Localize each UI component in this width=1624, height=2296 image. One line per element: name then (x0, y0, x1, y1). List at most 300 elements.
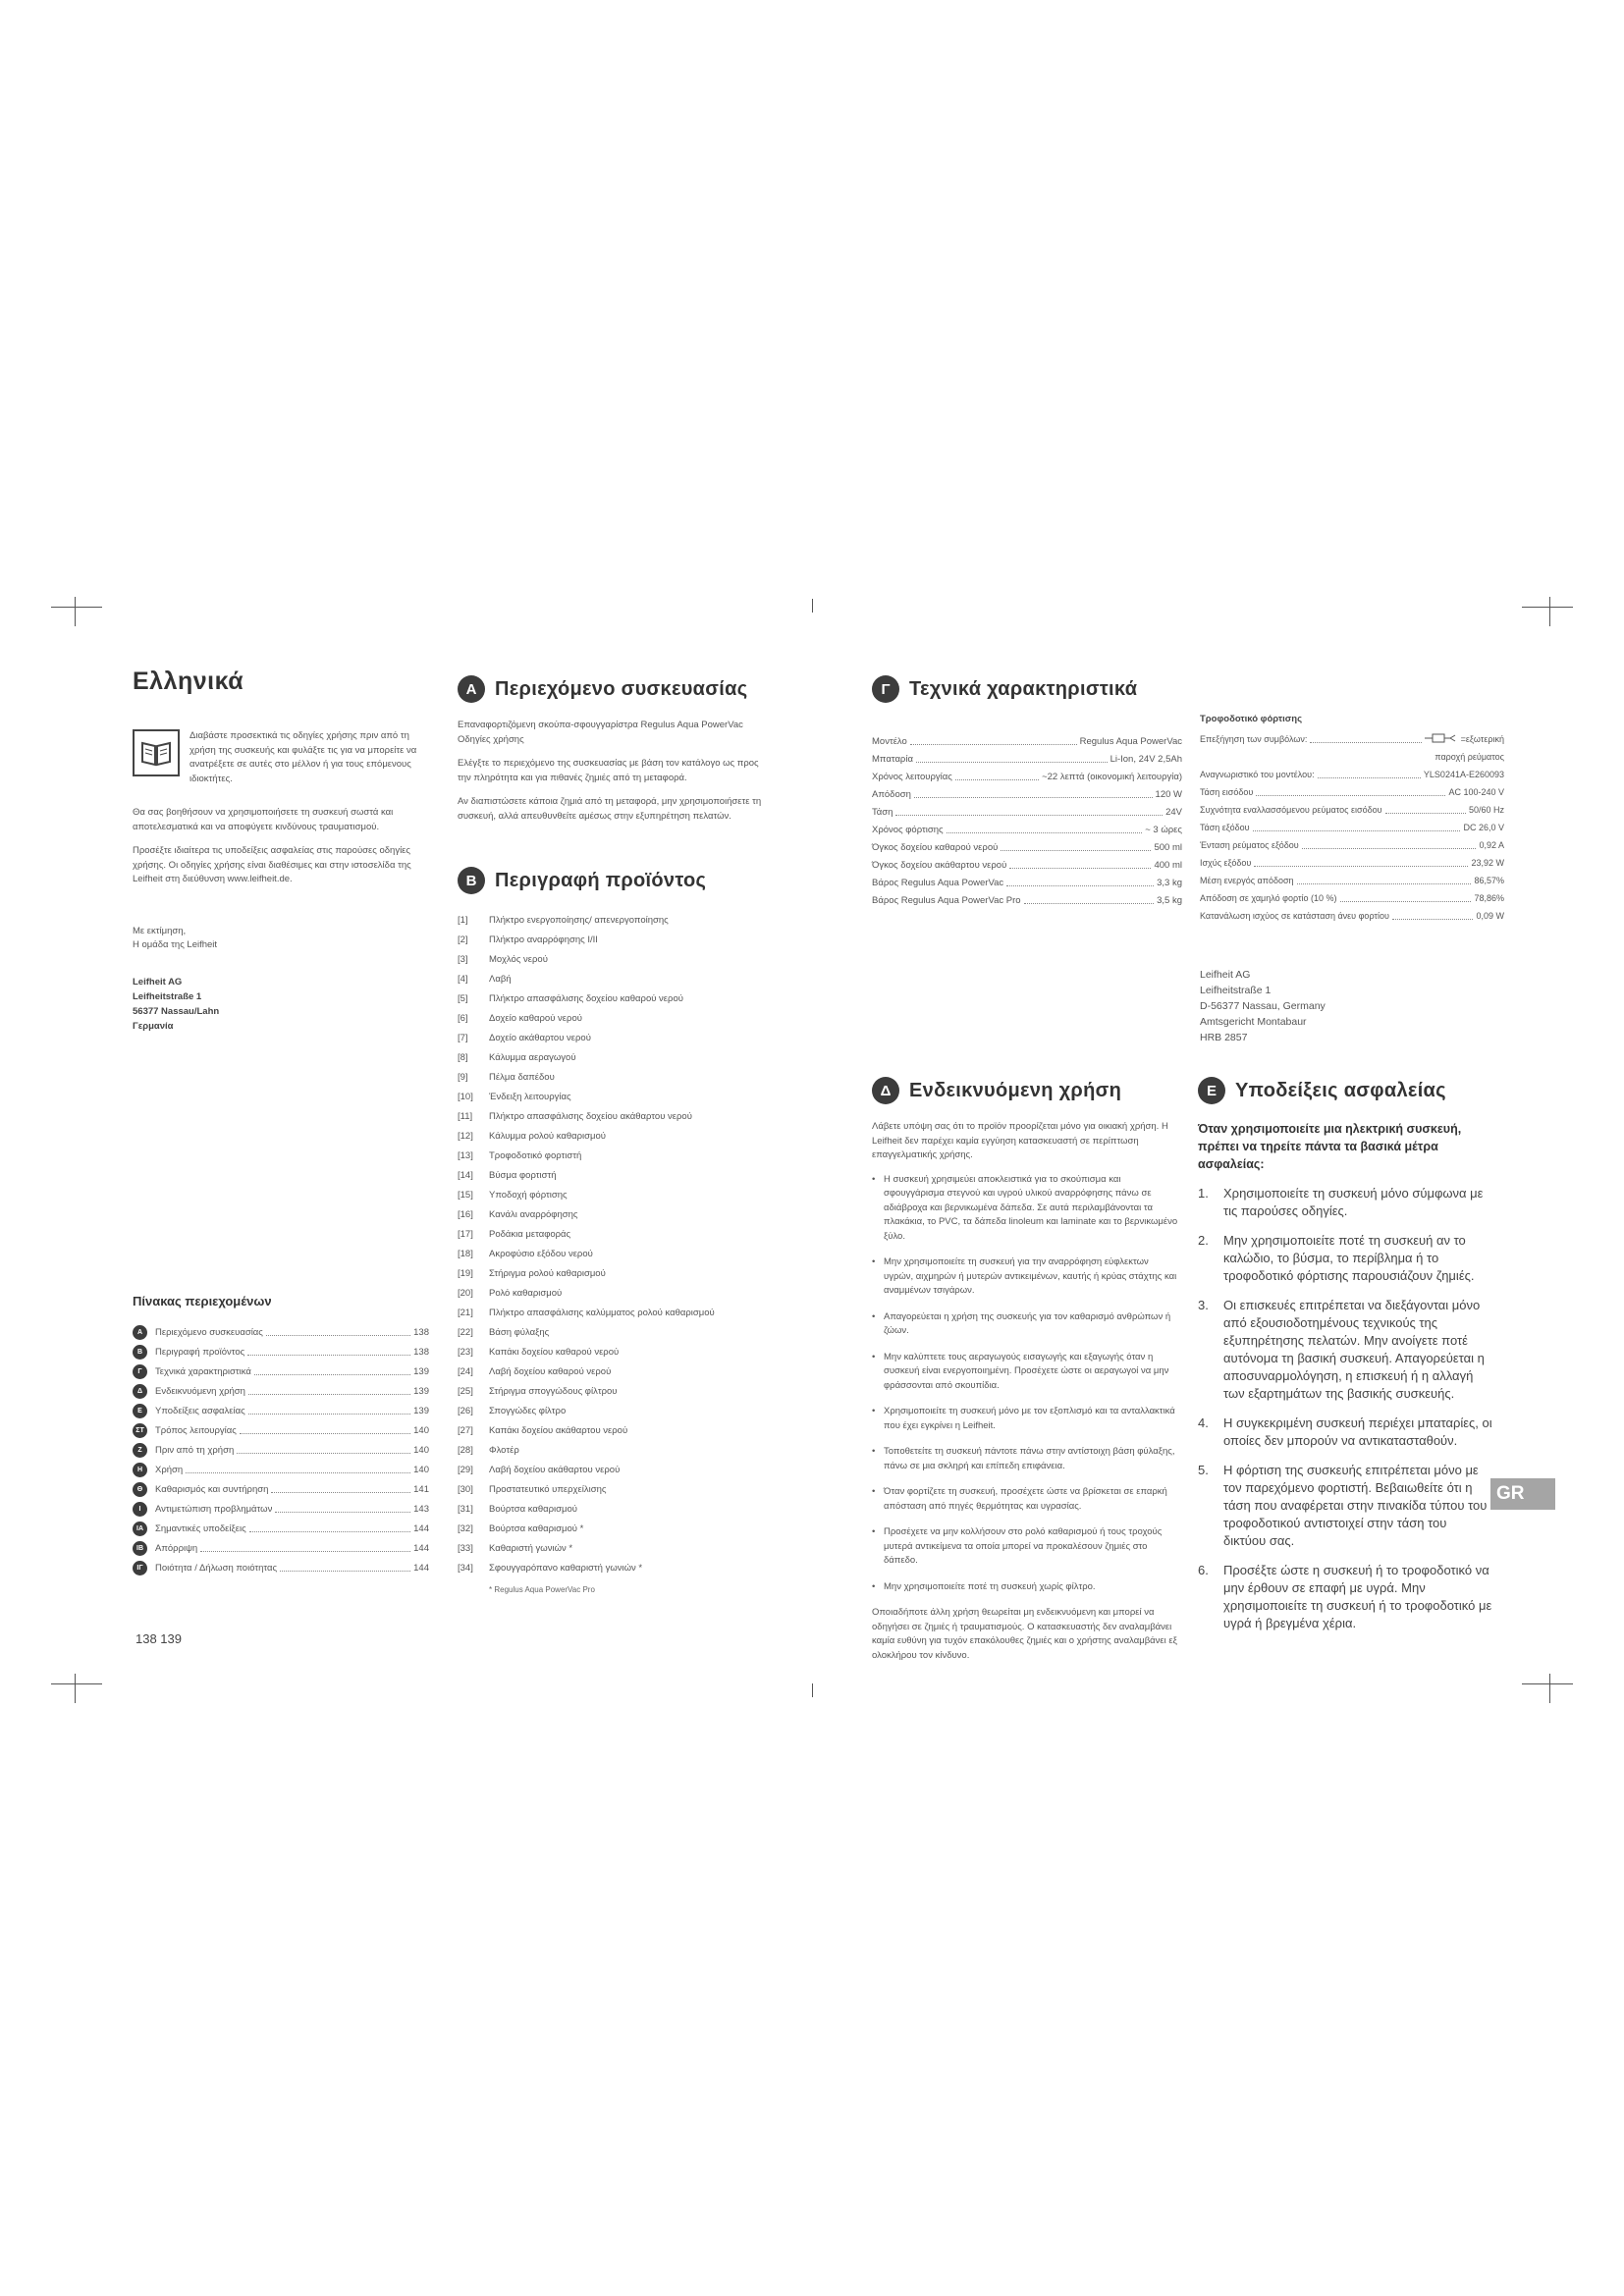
intro-paragraph: Προσέξτε ιδιαίτερα τις υποδείξεις ασφαλείας στις παρούσες οδηγίες χρήσης. Οι οδηγίες χρήσης είναι διαθέσιμες και στην ιστοσελίδα της Leifheit στη διεύθυνση www.leifheit.de. (133, 845, 411, 884)
safety-item (1198, 1185, 1492, 1220)
charger-spec-value: AC 100-240 V (1448, 787, 1504, 797)
section-header-specs (872, 675, 1500, 703)
charger-spec-entry (1200, 766, 1504, 783)
spec-label: Τάση (872, 806, 893, 818)
part-label: Λαβή δοχείου ακάθαρτου νερού (489, 1464, 621, 1475)
spec-leader-dots (1024, 902, 1155, 904)
spec-entry (872, 821, 1182, 838)
toc-badge: H (133, 1463, 147, 1477)
toc-badge: IA (133, 1522, 147, 1536)
spec-leader-dots (1254, 865, 1468, 867)
charger-spec-entry (1200, 730, 1504, 748)
part-entry (458, 1420, 762, 1440)
crop-mark (75, 1674, 76, 1703)
part-number: [7] (458, 1032, 468, 1043)
toc-badge: Δ (133, 1384, 147, 1399)
toc-leader-dots (271, 1491, 410, 1493)
charger-spec-entry (1200, 836, 1504, 854)
toc-leader-dots (240, 1432, 410, 1434)
spec-table (872, 732, 1182, 909)
spec-leader-dots (1009, 867, 1151, 869)
toc-label: Περιεχόμενο συσκευασίας (155, 1326, 263, 1338)
part-number: [17] (458, 1228, 473, 1240)
spec-leader-dots (1318, 776, 1421, 778)
toc-leader-dots (200, 1550, 410, 1552)
address-line: Leifheitstraße 1 (133, 990, 202, 1002)
spec-label: Απόδοση (872, 788, 911, 800)
spec-value: 24V (1165, 806, 1182, 818)
safety-item (1198, 1415, 1492, 1450)
use-bullet: • Τοποθετείτε τη συσκευή πάντοτε πάνω στην αντίστοιχη βάση φύλαξης, πάνω σε μια σκληρή και επίπεδη επιφάνεια. (872, 1445, 1178, 1473)
toc-badge: IΓ (133, 1561, 147, 1575)
section-badge: E (1198, 1077, 1225, 1104)
toc-label: Τεχνικά χαρακτηριστικά (155, 1365, 251, 1377)
part-number: [9] (458, 1071, 468, 1083)
spec-label: Μοντέλο (872, 735, 907, 747)
part-label: Καπάκι δοχείου καθαρού νερού (489, 1346, 620, 1358)
part-entry (458, 1146, 762, 1165)
spec-value: ~22 λεπτά (οικονομική λειτουργία) (1042, 771, 1182, 782)
package-paragraph: Αν διαπιστώσετε κάποια ζημιά από τη μεταφορά, μην χρησιμοποιήσετε τη συσκευή, αλλά απευθυνθείτε αμέσως στην εξυπηρέτηση πελατών. (458, 796, 762, 822)
toc-label: Ποιότητα / Δήλωση ποιότητας (155, 1562, 278, 1574)
spec-value: Li-Ion, 24V 2,5Ah (1110, 753, 1182, 765)
toc-entry (133, 1460, 429, 1479)
charger-spec-entry (1200, 819, 1504, 836)
section-badge: B (458, 867, 485, 894)
address-line: Amtsgericht Montabaur (1200, 1016, 1307, 1028)
part-label: Κάλυμμα αεραγωγού (489, 1051, 576, 1063)
safety-number: 5. (1198, 1463, 1209, 1477)
part-label: Λαβή (489, 973, 512, 985)
part-label: Πλήκτρο αναρρόφησης I/II (489, 934, 598, 945)
charger-spec-label: Μέση ενεργός απόδοση (1200, 876, 1294, 885)
safety-intro: Όταν χρησιμοποιείτε μια ηλεκτρική συσκευή, πρέπει να τηρείτε πάντα τα βασικά μέτρα ασφαλείας: (1198, 1122, 1462, 1171)
part-entry (458, 1460, 762, 1479)
spec-leader-dots (1302, 847, 1477, 849)
part-label: Βύσμα φορτιστή (489, 1169, 557, 1181)
charger-spec-label: Επεξήγηση των συμβόλων: (1200, 734, 1308, 744)
crop-mark (1549, 597, 1550, 626)
fold-mark (812, 1683, 813, 1697)
part-entry (458, 1204, 762, 1224)
charger-spec-label: Κατανάλωση ισχύος σε κατάσταση άνευ φορτίου (1200, 911, 1389, 921)
charger-spec-label: Ισχύς εξόδου (1200, 858, 1252, 868)
use-bullet: • Μην καλύπτετε τους αεραγωγούς εισαγωγής και εξαγωγής όταν η συσκευή είναι ενεργοποιημένη. Προσέχετε ώστε οι αεραγωγοί να μην φράσσονται από σκουπίδια. (872, 1351, 1178, 1394)
part-number: [8] (458, 1051, 468, 1063)
safety-item (1198, 1297, 1492, 1403)
part-label: Μοχλός νερού (489, 953, 548, 965)
part-number: [26] (458, 1405, 473, 1416)
spec-label: Χρόνος λειτουργίας (872, 771, 952, 782)
part-label: Φλοτέρ (489, 1444, 519, 1456)
toc-badge: ΣΤ (133, 1423, 147, 1438)
part-label: Καθαριστή γωνιών * (489, 1542, 573, 1554)
charger-spec-value: =εξωτερική (1460, 734, 1504, 744)
section-title: Υποδείξεις ασφαλείας (1235, 1079, 1446, 1101)
part-number: [2] (458, 934, 468, 945)
spec-label: Βάρος Regulus Aqua PowerVac (872, 877, 1004, 888)
toc-badge: I (133, 1502, 147, 1517)
package-paragraph: Ελέγξτε το περιεχόμενο της συσκευασίας με βάση τον κατάλογο ως προς την πληρότητα και για πιθανές ζημιές από τη μεταφορά. (458, 758, 759, 783)
part-number: [33] (458, 1542, 473, 1554)
fold-mark (812, 599, 813, 613)
safety-item (1198, 1562, 1492, 1632)
toc-leader-dots (280, 1570, 410, 1572)
spec-entry (872, 856, 1182, 874)
spec-leader-dots (1385, 812, 1466, 814)
charger-spec-value: 50/60 Hz (1468, 805, 1504, 815)
address-line: Leifheit AG (1200, 969, 1251, 981)
part-number: [12] (458, 1130, 473, 1142)
column-safety (1198, 1077, 1492, 1644)
charger-spec-label: Συχνότητα εναλλασσόμενου ρεύματος εισόδου (1200, 805, 1382, 815)
charger-spec-value: 0,09 W (1476, 911, 1504, 921)
section-header-package (458, 675, 762, 703)
section-badge: Δ (872, 1077, 899, 1104)
part-number: [13] (458, 1149, 473, 1161)
part-label: Πλήκτρο απασφάλισης δοχείου ακάθαρτου νερού (489, 1110, 692, 1122)
part-number: [18] (458, 1248, 473, 1259)
table-of-contents (133, 1294, 429, 1577)
part-label: Βούρτσα καθαρισμού (489, 1503, 577, 1515)
charger-spec-table (1200, 714, 1504, 925)
part-entry (458, 1165, 762, 1185)
part-label: Ροδάκια μεταφοράς (489, 1228, 571, 1240)
part-label: Κανάλι αναρρόφησης (489, 1208, 578, 1220)
section-header-safety (1198, 1077, 1492, 1104)
section-header-use (872, 1077, 1178, 1104)
toc-label: Τρόπος λειτουργίας (155, 1424, 237, 1436)
part-entry (458, 1126, 762, 1146)
use-intro: Λάβετε υπόψη σας ότι το προϊόν προορίζεται μόνο για οικιακή χρήση. Η Leifheit δεν παρέχει καμία εγγύηση κατασκευαστή σε περίπτωση επαγγελματικής χρήσης. (872, 1121, 1168, 1160)
use-bullet: • Όταν φορτίζετε τη συσκευή, προσέχετε ώστε να βρίσκεται σε επαρκή απόσταση από πηγές θερμότητας και υγρασίας. (872, 1485, 1178, 1514)
spec-value: 400 ml (1154, 859, 1182, 871)
safety-item (1198, 1462, 1492, 1550)
charger-spec-value: 86,57% (1474, 876, 1504, 885)
regards-line: Με εκτίμηση, (133, 925, 187, 936)
part-label: Υποδοχή φόρτισης (489, 1189, 568, 1201)
use-bullet: • Μην χρησιμοποιείτε ποτέ τη συσκευή χωρίς φίλτρο. (872, 1580, 1178, 1595)
toc-leader-dots (266, 1334, 410, 1336)
crop-mark (51, 607, 102, 608)
part-number: [21] (458, 1307, 473, 1318)
part-number: [34] (458, 1562, 473, 1574)
safety-text: Μην χρησιμοποιείτε ποτέ τη συσκευή αν το καλώδιο, το βύσμα, το περίβλημα ή το τροφοδοτικό φόρτισης παρουσιάζουν ζημιές. (1223, 1233, 1475, 1283)
spec-entry (872, 891, 1182, 909)
company-address (133, 975, 437, 1034)
charger-spec-title: Τροφοδοτικό φόρτισης (1200, 714, 1303, 724)
part-number: [23] (458, 1346, 473, 1358)
part-entry (458, 1047, 762, 1067)
spec-leader-dots (916, 761, 1108, 763)
charger-spec-label: Τάση εισόδου (1200, 787, 1254, 797)
spec-leader-dots (1001, 849, 1151, 851)
part-entry (458, 910, 762, 930)
toc-page-number: 143 (413, 1503, 429, 1515)
toc-entry (133, 1342, 429, 1362)
part-number: [14] (458, 1169, 473, 1181)
address-line: Leifheit AG (133, 976, 183, 988)
part-label: Κάλυμμα ρολού καθαρισμού (489, 1130, 606, 1142)
part-number: [3] (458, 953, 468, 965)
toc-page-number: 144 (413, 1542, 429, 1554)
spec-leader-dots (1253, 829, 1461, 831)
use-bullet-list (872, 1173, 1178, 1595)
book-icon (133, 729, 180, 776)
part-entry (458, 1479, 762, 1499)
toc-badge: IB (133, 1541, 147, 1556)
part-label: Προστατευτικό υπερχείλισης (489, 1483, 607, 1495)
part-label: Πλήκτρο απασφάλισης καλύμματος ρολού καθαρισμού (489, 1307, 715, 1318)
toc-leader-dots (186, 1471, 410, 1473)
safety-list (1198, 1185, 1492, 1632)
package-item: Οδηγίες χρήσης (458, 733, 524, 745)
part-entry (458, 1401, 762, 1420)
charger-spec-label: Τάση εξόδου (1200, 823, 1250, 832)
toc-entry (133, 1499, 429, 1519)
charger-spec-entry (1200, 872, 1504, 889)
toc-leader-dots (249, 1530, 410, 1532)
section-badge: A (458, 675, 485, 703)
toc-page-number: 138 (413, 1326, 429, 1338)
toc-entry (133, 1440, 429, 1460)
toc-label: Περιγραφή προϊόντος (155, 1346, 245, 1358)
part-entry (458, 1558, 762, 1577)
toc-label: Απόρριψη (155, 1542, 198, 1554)
part-entry (458, 1440, 762, 1460)
section-header-product (458, 867, 762, 894)
charger-spec-entry (1200, 748, 1504, 766)
charger-spec-value: παροχή ρεύματος (1435, 752, 1504, 762)
regards-line: Η ομάδα της Leifheit (133, 939, 218, 950)
toc-label: Χρήση (155, 1464, 184, 1475)
part-label: Σπογγώδες φίλτρο (489, 1405, 567, 1416)
safety-number: 4. (1198, 1415, 1209, 1430)
part-number: [24] (458, 1365, 473, 1377)
spec-entry (872, 750, 1182, 768)
part-number: [32] (458, 1522, 473, 1534)
part-entry (458, 1263, 762, 1283)
spec-leader-dots (1392, 918, 1474, 920)
part-entry (458, 1342, 762, 1362)
spec-leader-dots (1340, 900, 1472, 902)
part-entry (458, 1499, 762, 1519)
address-line: D-56377 Nassau, Germany (1200, 1000, 1326, 1012)
read-manual-text: Διαβάστε προσεκτικά τις οδηγίες χρήσης πριν από τη χρήση της συσκευής και φυλάξτε τις για να μπορείτε να ανατρέξετε σε αυτές στο μέλλον ή για τους επόμενους ιδιοκτήτες. (189, 730, 417, 784)
spec-leader-dots (955, 778, 1039, 780)
part-number: [30] (458, 1483, 473, 1495)
spec-entry (872, 838, 1182, 856)
part-label: Καπάκι δοχείου ακάθαρτου νερού (489, 1424, 628, 1436)
part-number: [6] (458, 1012, 468, 1024)
part-number: [19] (458, 1267, 473, 1279)
address-line: 56377 Nassau/Lahn (133, 1005, 220, 1017)
crop-mark (1549, 1674, 1550, 1703)
spec-value: 3,5 kg (1157, 894, 1182, 906)
part-entry (458, 1362, 762, 1381)
toc-page-number: 138 (413, 1346, 429, 1358)
part-label: Πλήκτρο απασφάλισης δοχείου καθαρού νερού (489, 992, 683, 1004)
part-label: Πλήκτρο ενεργοποίησης/ απενεργοποίησης (489, 914, 669, 926)
part-number: [22] (458, 1326, 473, 1338)
spec-entry (872, 785, 1182, 803)
spec-label: Όγκος δοχείου ακάθαρτου νερού (872, 859, 1007, 871)
spec-leader-dots (895, 814, 1163, 816)
part-entry (458, 1303, 762, 1322)
spec-leader-dots (1310, 741, 1421, 743)
toc-page-number: 140 (413, 1424, 429, 1436)
part-label: Στήριγμα σπογγώδους φίλτρου (489, 1385, 618, 1397)
part-entry (458, 1244, 762, 1263)
section-title: Περιεχόμενο συσκευασίας (495, 677, 748, 700)
toc-label: Πριν από τη χρήση (155, 1444, 235, 1456)
use-bullet: • Χρησιμοποιείτε τη συσκευή μόνο με τον εξοπλισμό και τα ανταλλακτικά που έχει εγκρίνει η Leifheit. (872, 1405, 1178, 1433)
safety-number: 3. (1198, 1298, 1209, 1312)
crop-mark (1522, 607, 1573, 608)
part-number: [28] (458, 1444, 473, 1456)
charger-spec-value: YLS0241A-E260093 (1423, 770, 1504, 779)
spec-leader-dots (1297, 882, 1472, 884)
part-entry (458, 930, 762, 949)
toc-entry (133, 1381, 429, 1401)
part-number: [5] (458, 992, 468, 1004)
section-title: Ενδεικνυόμενη χρήση (909, 1079, 1122, 1101)
part-number: [4] (458, 973, 468, 985)
part-entry (458, 1519, 762, 1538)
section-title: Περιγραφή προϊόντος (495, 869, 707, 891)
toc-page-number: 139 (413, 1405, 429, 1416)
part-number: [1] (458, 914, 468, 926)
read-manual-notice (133, 729, 437, 786)
toc-badge: Z (133, 1443, 147, 1458)
charger-spec-value: 23,92 W (1471, 858, 1504, 868)
spec-entry (872, 874, 1182, 891)
toc-badge: Θ (133, 1482, 147, 1497)
toc-label: Υποδείξεις ασφαλείας (155, 1405, 245, 1416)
toc-badge: A (133, 1325, 147, 1340)
part-number: [20] (458, 1287, 473, 1299)
part-number: [10] (458, 1091, 473, 1102)
part-entry (458, 1322, 762, 1342)
part-entry (458, 1381, 762, 1401)
toc-entry (133, 1322, 429, 1342)
charger-spec-entry (1200, 801, 1504, 819)
charger-spec-value: 78,86% (1474, 893, 1504, 903)
part-entry (458, 1067, 762, 1087)
charger-spec-entry (1200, 854, 1504, 872)
toc-leader-dots (247, 1354, 410, 1356)
part-label: Δοχείο καθαρού νερού (489, 1012, 582, 1024)
part-number: [25] (458, 1385, 473, 1397)
section-badge: Γ (872, 675, 899, 703)
crop-mark (51, 1683, 102, 1684)
part-label: Λαβή δοχείου καθαρού νερού (489, 1365, 612, 1377)
spec-label: Βάρος Regulus Aqua PowerVac Pro (872, 894, 1021, 906)
toc-label: Καθαρισμός και συντήρηση (155, 1483, 269, 1495)
toc-page-number: 141 (413, 1483, 429, 1495)
safety-text: Χρησιμοποιείτε τη συσκευή μόνο σύμφωνα με τις παρούσες οδηγίες. (1223, 1186, 1484, 1218)
spec-value: 500 ml (1154, 841, 1182, 853)
toc-leader-dots (254, 1373, 410, 1375)
part-number: [27] (458, 1424, 473, 1436)
part-label: Δοχείο ακάθαρτου νερού (489, 1032, 591, 1043)
toc-badge: Γ (133, 1364, 147, 1379)
column-intended-use (872, 1077, 1178, 1673)
charger-spec-label: Αναγνωριστικό του μοντέλου: (1200, 770, 1315, 779)
part-entry (458, 1185, 762, 1204)
part-label: Ένδειξη λειτουργίας (489, 1091, 571, 1102)
page-numbers: 138 139 (135, 1631, 182, 1646)
toc-entry (133, 1420, 429, 1440)
part-label: Τροφοδοτικό φορτιστή (489, 1149, 582, 1161)
spec-leader-dots (947, 831, 1143, 833)
toc-leader-dots (248, 1413, 410, 1415)
crop-mark (75, 597, 76, 626)
spec-value: 3,3 kg (1157, 877, 1182, 888)
part-label: Ακροφύσιο εξόδου νερού (489, 1248, 593, 1259)
charger-spec-entry (1200, 907, 1504, 925)
part-label: Ρολό καθαρισμού (489, 1287, 563, 1299)
charger-spec-entry (1200, 889, 1504, 907)
spec-label: Μπαταρία (872, 753, 913, 765)
spec-label: Όγκος δοχείου καθαρού νερού (872, 841, 999, 853)
part-number: [15] (458, 1189, 473, 1201)
part-entry (458, 1283, 762, 1303)
address-line: HRB 2857 (1200, 1032, 1248, 1043)
column-specs (872, 675, 1500, 719)
toc-page-number: 140 (413, 1444, 429, 1456)
part-label: Βάση φύλαξης (489, 1326, 550, 1338)
toc-title: Πίνακας περιεχομένων (133, 1294, 272, 1308)
use-bullet: • Απαγορεύεται η χρήση της συσκευής για τον καθαρισμό ανθρώπων ή ζώων. (872, 1310, 1178, 1339)
parts-footnote: * Regulus Aqua PowerVac Pro (489, 1585, 595, 1594)
part-label: Πέλμα δαπέδου (489, 1071, 555, 1083)
language-title: Ελληνικά (133, 667, 244, 695)
safety-text: Οι επισκευές επιτρέπεται να διεξάγονται μόνο από εξουσιοδοτημένους τεχνικούς της εξυπηρέτησης πελατών. Μην ανοίγετε ποτέ αυτόνομα τη βασική συσκευή. Απαγορεύεται η αποσυναρμολόγηση, η επισκευή ή η αλλαγή των εξαρτημάτων της βασικής συσκευής. (1223, 1298, 1485, 1401)
toc-badge: B (133, 1345, 147, 1360)
toc-page-number: 139 (413, 1365, 429, 1377)
safety-number: 1. (1198, 1186, 1209, 1201)
use-bullet: • Προσέχετε να μην κολλήσουν στο ρολό καθαρισμού ή τους τροχούς μυτερά αντικείμενα τα οποία μπορεί να προκαλέσουν ζημιές στο δάπεδο. (872, 1525, 1178, 1569)
use-bullet: • Η συσκευή χρησιμεύει αποκλειστικά για το σκούπισμα και σφουγγάρισμα στεγνού και υγρού υλικού αναρρόφησης πάνω σε αδιάβροχα και βερνικωμένα δάπεδα. Σε αυτά περιλαμβάνονται τα πλακάκια, το PVC, τα δάπεδα linoleum και laminate και το βερνικωμένο ξύλο. (872, 1173, 1178, 1245)
part-entry (458, 1106, 762, 1126)
toc-entry (133, 1519, 429, 1538)
intro-paragraph: Θα σας βοηθήσουν να χρησιμοποιήσετε τη συσκευή σωστά και αποτελεσματικά και να αποφύγετε κινδύνους τραυματισμού. (133, 807, 394, 832)
use-outro: Οποιαδήποτε άλλη χρήση θεωρείται μη ενδεικνυόμενη και μπορεί να οδηγήσει σε ζημιές ή τραυματισμούς. Ο κατασκευαστής δεν αναλαμβάνει καμία ευθύνη για τυχόν επακόλουθες ζημιές και ο χρήστης αναλαμβάνει εξ ολοκλήρου τον κίνδυνο. (872, 1607, 1177, 1661)
part-number: [29] (458, 1464, 473, 1475)
spec-leader-dots (1256, 794, 1445, 796)
spec-value: Regulus Aqua PowerVac (1079, 735, 1182, 747)
parts-list (458, 910, 762, 1577)
part-label: Βούρτσα καθαρισμού * (489, 1522, 584, 1534)
address-line: Γερμανία (133, 1020, 174, 1032)
toc-entry (133, 1362, 429, 1381)
part-number: [11] (458, 1110, 473, 1122)
safety-number: 2. (1198, 1233, 1209, 1248)
part-entry (458, 1028, 762, 1047)
manufacturer-address (1200, 967, 1455, 1045)
address-line: Leifheitstraße 1 (1200, 985, 1272, 996)
spec-leader-dots (914, 796, 1153, 798)
part-entry (458, 988, 762, 1008)
power-symbol-icon (1425, 733, 1458, 745)
spec-entry (872, 768, 1182, 785)
toc-page-number: 144 (413, 1562, 429, 1574)
toc-page-number: 140 (413, 1464, 429, 1475)
section-title: Τεχνικά χαρακτηριστικά (909, 677, 1138, 700)
safety-item (1198, 1232, 1492, 1285)
language-side-tab: GR (1490, 1478, 1555, 1510)
